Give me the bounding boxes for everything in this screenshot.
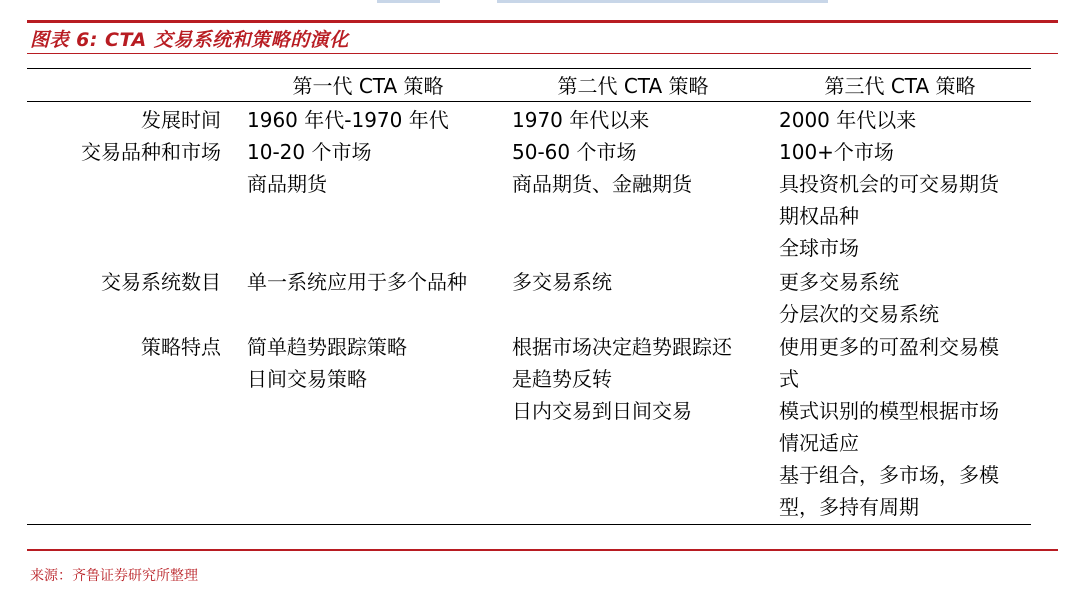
table-cell: 2000 年代以来 [779,108,917,132]
table-cell: 具投资机会的可交易期货 [779,172,999,196]
table-cell: 基于组合，多市场，多模 [779,463,999,487]
table-cell: 单一系统应用于多个品种 [247,270,467,294]
table-cell: 商品期货 [247,172,327,196]
table-cell: 50-60 个市场 [512,140,637,164]
table-cell: 是趋势反转 [512,367,612,391]
row-label: 交易系统数目 [101,270,221,294]
table-cell: 更多交易系统 [779,270,899,294]
row-label: 发展时间 [141,108,221,132]
row-label: 策略特点 [141,335,221,359]
title-bottom-rule [27,53,1058,54]
column-header: 第三代 CTA 策略 [824,74,976,98]
table-cell: 100+个市场 [779,140,894,164]
table-top-rule [27,68,1031,69]
column-header: 第二代 CTA 策略 [557,74,709,98]
table-cell: 商品期货、金融期货 [512,172,692,196]
table-cell: 1970 年代以来 [512,108,650,132]
table-cell: 式 [779,367,799,391]
column-header: 第一代 CTA 策略 [292,74,444,98]
table-cell: 期权品种 [779,204,859,228]
header-rule [27,101,1031,102]
figure-title: 图表 6: CTA 交易系统和策略的演化 [30,29,349,51]
table-cell: 全球市场 [779,236,859,260]
table-cell: 日间交易策略 [247,367,367,391]
source-note: 来源：齐鲁证券研究所整理 [30,568,198,584]
table-cell: 分层次的交易系统 [779,302,939,326]
table-cell: 根据市场决定趋势跟踪还 [512,335,732,359]
table-cell: 型，多持有周期 [779,495,919,519]
table-cell: 情况适应 [779,431,859,455]
top-tab-decoration [377,0,440,3]
table-bottom-rule [27,524,1031,525]
table-cell: 模式识别的模型根据市场 [779,399,999,423]
table-cell: 10-20 个市场 [247,140,372,164]
table-cell: 多交易系统 [512,270,612,294]
top-tab-decoration [497,0,828,3]
footer-rule [27,549,1058,551]
table-cell: 1960 年代-1970 年代 [247,108,449,132]
title-top-rule [27,20,1058,23]
row-label: 交易品种和市场 [81,140,221,164]
table-cell: 使用更多的可盈利交易模 [779,335,999,359]
table-cell: 简单趋势跟踪策略 [247,335,407,359]
table-cell: 日内交易到日间交易 [512,399,692,423]
